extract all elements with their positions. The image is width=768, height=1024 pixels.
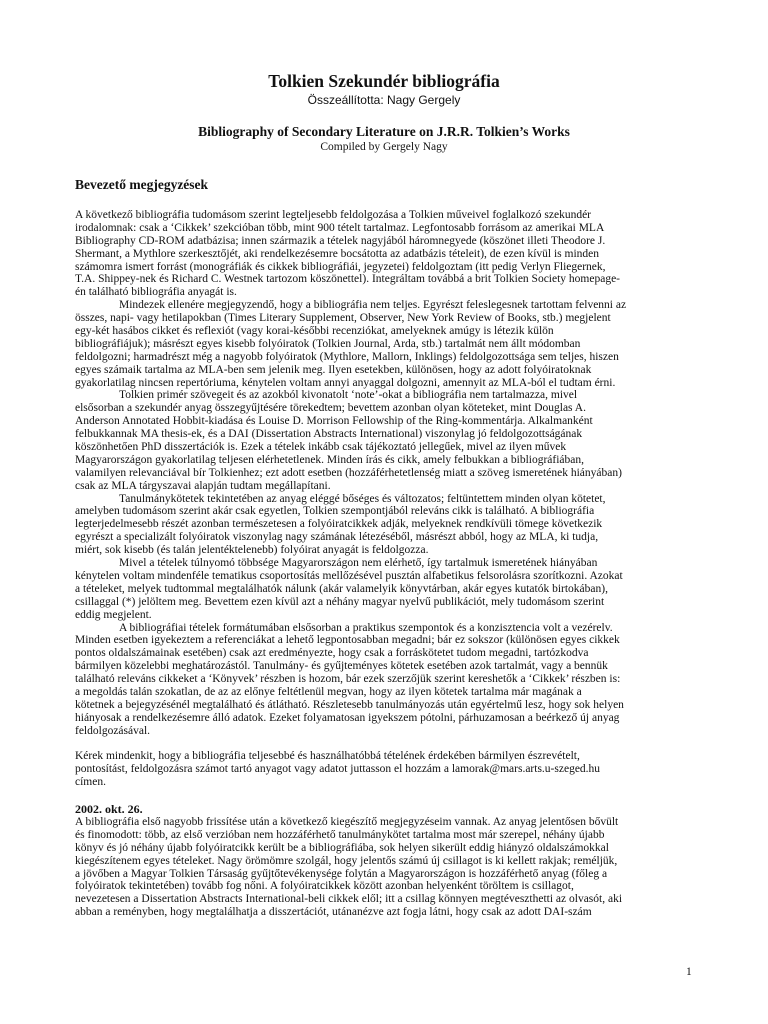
text-line: bibliográfiájuk); másrészt egyes kisebb folyóiratok (Tolkien Journal, Arda, stb.) tartalmát nem állt módomban (75, 337, 581, 350)
text-line: amelyben tudomásom szerint akár csak egyetlen, Tolkien szempontjából releváns cikk is található. A bibliográfia (75, 505, 595, 518)
text-line: nevezetesen a Dissertation Abstracts International-beli cikkek elől; itt a csillag könnyen megtéveszthetti az olvasót, aki (75, 893, 623, 906)
paragraph-4 (75, 493, 699, 557)
paragraph-6 (75, 622, 699, 738)
paragraph-8 (75, 816, 699, 919)
paragraph-2 (75, 299, 699, 389)
text-line: egy-két hasábos cikket és reflexiót (vagy korai-későbbi recenziókat, amelyeknek amúgy is létezik külön (75, 325, 554, 338)
text-line: pontosítást, feldolgozásra számot tartó anyagot vagy adatot juttasson el hozzám a lamorak@mars.arts.u-szeged.hu (75, 763, 601, 776)
paragraph-7 (75, 750, 699, 789)
text-line: elsősorban a szekundér anyag összegyűjtésére törekedtem; bevettem azonban olyan köteteket, mint Douglas A. (75, 402, 586, 415)
text-line: Mivel a tételek túlnyomó többsége Magyarországon nem elérhető, így tartalmuk ismeretének hiányában (119, 557, 598, 570)
document-title: Tolkien Szekundér bibliográfia (268, 71, 500, 91)
spacer (75, 738, 699, 751)
text-line: folyóiratok tekintetében) tovább fog nőni. A folyóiratcikkek között azonban helyenként töröltem is csillagot, (75, 880, 574, 893)
update-date: 2002. okt. 26. (75, 801, 143, 816)
paragraph-3 (75, 389, 699, 492)
text-line: kénytelen voltam mindenféle tematikus csoportosítás mellőzésével pusztán alfabetikus felsorolásra szorítkozni. Azokat (75, 569, 623, 582)
text-line: köszönhetően PhD disszertációk is. Ezek a tételek inkább csak tájékoztató jellegűek, mivel az ilyen művek (75, 441, 567, 454)
text-line: T.A. Shippey-nek és Richard C. Westnek tartozom köszönettel). Integráltam továbbá a brit Tolkien Society homepage- (75, 273, 621, 286)
document-title-en: Bibliography of Secondary Literature on J.R.R. Tolkien’s Works (198, 124, 570, 139)
text-line: és finomodott: több, az első verzióban nem hozzáférhető tanulmánykötet tartalma most már szerepel, néhány újabb (75, 828, 605, 841)
text-line: Mindezek ellenére megjegyzendő, hogy a bibliográfia nem teljes. Egyrészt feleslegesnek tartottam felvenni az (119, 299, 627, 312)
text-line: egyrészt a specializált folyóiratok viszonylag nagy számának létezéséből, másrészt abból, hogy az MLA, ki tudja, (75, 531, 599, 544)
text-line: A következő bibliográfia tudomásom szerint legteljesebb feldolgozása a Tolkien műveivel foglalkozó szekundér (75, 209, 592, 221)
text-line: a megoldás talán szokatlan, de az az előnye feltétlenül megvan, hogy az ilyen kötetek tartalma már magának a (75, 685, 582, 698)
body-text (75, 209, 699, 919)
text-line: összes, napi- vagy hetilapokban (Times Literary Supplement, Observer, New York Review of Books, stb.) megjelent (75, 312, 611, 325)
text-line: Tolkien primér szövegeit és az azokból kivonatolt ‘note’-okat a bibliográfia nem tartalmazza, mivel (119, 389, 578, 402)
text-line: Minden esetben igyekeztem a referenciákat a lehető legpontosabban megadni; bár ez sokszor (különösen egyes cikkek (75, 634, 620, 647)
text-line: miért, sok kisebb (és talán jelentéktelenebb) folyóirat anyagát is feldolgozza. (75, 544, 429, 557)
text-line: csak az MLA tárgyszavai alapján tudtam megállapítani. (75, 479, 331, 492)
section-heading: Bevezető megjegyzések (75, 177, 209, 192)
text-line: irodalomnak: csak a ‘Cikkek’ szekcióban több, mint 900 tételt tartalmaz. Legfontosabb forrásom az amerikai MLA (75, 221, 605, 234)
text-line: a tételeket, melyek tudtommal megtalálhatók nálunk (akár valamelyik könyvtárban, akár egyes kutatók birtokában), (75, 582, 608, 595)
text-line: számomra ismert forrást (monográfiák és cikkek bibliográfiái, jegyzetei) feldolgoztam (itt pedig Verlyn Fliegernek, (75, 260, 606, 273)
text-line: kötetnek a bejegyzésénél megtalálható és átlátható. Részletesebb tanulmányozás után egyértelmű lesz, hogy sok helyen (75, 698, 624, 711)
text-line: található releváns cikkeket a ‘Könyvek’ részben is hozom, bár ezek szerzőjük szerint kereshetők a ‘Cikkek’ részben is: (75, 673, 621, 686)
text-line: Kérek mindenkit, hogy a bibliográfia teljesebbé és használhatóbbá tételének érdekében bármilyen észrevételt, (75, 750, 580, 763)
compiler-hu: Összeállította: Nagy Gergely (307, 93, 461, 107)
text-line: abban a reményben, hogy megtalálhatja a disszertációt, utánanézve azt fogja látni, hogy csak az adott DAI-szám (75, 906, 592, 919)
text-line: egyes számaik tartalma az MLA-ben sem jelenik meg. Ilyen esetekben, különösen, hogy az adott folyóiratoknak (75, 363, 592, 376)
compiler-en: Compiled by Gergely Nagy (320, 141, 448, 153)
text-line: feldolgozásával. (75, 724, 151, 737)
text-line: csillaggal (*) jelöltem meg. Bevettem ezen kívül azt a néhány magyar nyelvű publikációt, mely tudomásom szerint (75, 595, 605, 608)
text-line: feldolgozni; harmadrészt még a nagyobb folyóiratok (Mythlore, Mallorn, Inklings) feldolgozottsága sem teljes, hiszen (75, 350, 619, 363)
text-line: a jövőben a Magyar Tolkien Társaság gyűjtőtevékenysége folytán a Magyarországon is hozzáférhető anyag (főleg a (75, 867, 608, 880)
text-line: eddig megjelent. (75, 608, 152, 621)
text-line: gyakorlatilag nincsen repertóriuma, kénytelen voltam annyi anyaggal dolgozni, amennyit az MLA-ból el tudtam érni. (75, 376, 616, 389)
text-line: én található bibliográfia anyagát is. (75, 286, 237, 299)
spacer (75, 789, 699, 802)
text-line: hiányosak a rendelkezésemre álló adatok. Ezeket folyamatosan igyekszem pótolni, párhuzamosan a beérkező új anyag (75, 711, 620, 724)
page-number: 1 (686, 966, 692, 978)
text-line: bármilyen közelebbi meghatározástól. Tanulmány- és gyűjteményes kötetek esetében azok tartalmát, vagy a bennük (75, 660, 608, 673)
text-line: Bibliography CD-ROM adatbázisa; innen származik a tételek nagyjából háromnegyede (köszönet illeti Theodore J. (75, 234, 606, 247)
text-line: Anderson Annotated Hobbit-kiadása és Louise D. Morrison Fellowship of the Ring-kommentárja. Alkalmanként (75, 415, 593, 428)
text-line: felbukkannak MA thesis-ek, és a DAI (Dissertation Abstracts International) viszonylag jó feldolgozottságának (75, 428, 583, 441)
text-line: legterjedelmesebb részét azonban természetesen a folyóiratcikkek adják, melyeknek rendkívüli tömege következik (75, 518, 603, 531)
text-line: Magyarországon gyakorlatilag teljesen elérhetetlenek. Minden írás és cikk, amely felbukkan a bibliográfiában, (75, 453, 585, 466)
text-line: kiegészítenem egyes tételeket. Nagy örömömre szolgál, hogy jelentős számú új csillagot is ki kellett rakjak; reméljük, (75, 854, 618, 867)
text-line: Tanulmánykötetek tekintetében az anyag eléggé bőséges és változatos; feltüntettem minden olyan kötetet, (119, 492, 606, 505)
paragraph-5 (75, 557, 699, 621)
text-line: pontos oldalszámainak esetében) csak azt eredményezte, hogy csak a forráskötetet tudom megadni, tartózkodva (75, 647, 589, 660)
paragraph-1 (75, 209, 699, 299)
text-line: könyv és jó néhány újabb folyóiratcikk került be a bibliográfiába, sok helyen sikerült eddig hiányzó oldalszámokkal (75, 841, 609, 854)
text-line: Shermant, a Mythlore szerkesztőjét, aki rendelkezésemre bocsátotta az adatbázis tételeit), de ezen kívül is minden (75, 247, 599, 260)
text-line: címen. (75, 776, 106, 789)
text-line: A bibliográfia első nagyobb frissítése után a következő kiegészítő megjegyzéseim vannak. Az anyag jelentősen bővült (75, 815, 619, 828)
text-line: A bibliográfiai tételek formátumában elsősorban a praktikus szempontok és a konzisztencia volt a vezérelv. (119, 621, 613, 634)
text-line: valamilyen relevanciával bír Tolkienhez; ezt adott esetben (hozzáférhetetlenség miatt a szöveg ismeretének hiányában) (75, 466, 622, 479)
